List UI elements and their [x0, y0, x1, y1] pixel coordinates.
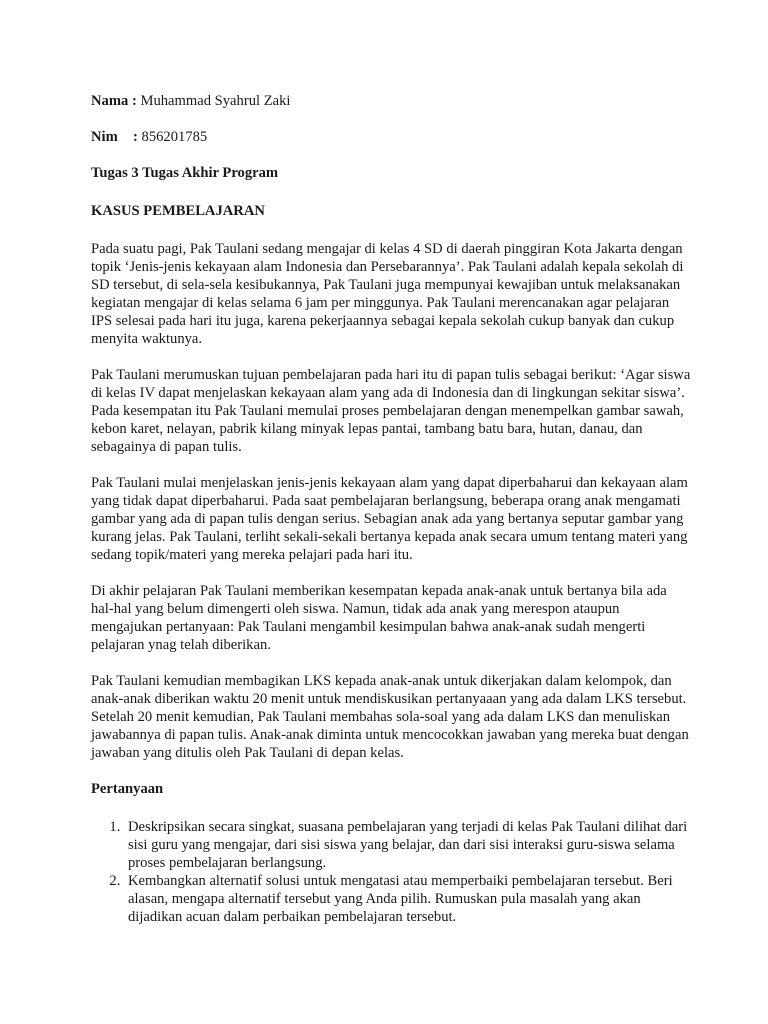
name-label: Nama : — [91, 93, 137, 109]
case-title: KASUS PEMBELAJARAN — [91, 203, 265, 219]
paragraph-2: Pak Taulani merumuskan tujuan pembelajaran pada hari itu di papan tulis sebagai berikut: ‘Agar siswa di kelas IV dapat menjelaskan kekayaan alam yang ada di Indonesia dan di lingkungan sekitar siswa’. Pada kesempatan itu Pak Taulani memulai proses pembelajaran dengan menempelkan gambar sawah, kebon karet, nelayan, pabrik kilang minyak lepas pantai, tambang batu bara, hutan, danau, dan sebagainya di papan tulis. — [91, 367, 691, 455]
nim-label: Nim — [91, 129, 118, 145]
questions-list — [91, 818, 691, 926]
paragraph-3: Pak Taulani mulai menjelaskan jenis-jenis kekayaan alam yang dapat diperbaharui dan kekayaan alam yang tidak dapat diperbaharui. Pada saat pembelajaran berlangsung, beberapa orang anak mengamati gambar yang ada di papan tulis dengan serius. Sebagian anak ada yang bertanya seputar gambar yang kurang jelas. Pak Taulani, terliht sekali-sekali bertanya kepada anak secara umum tentang materi yang sedang topik/materi yang mereka pelajari pada hari itu. — [91, 475, 688, 563]
document-page — [91, 92, 691, 926]
question-item-2: 2. Kembangkan alternatif solusi untuk mengatasi atau memperbaiki pembelajaran tersebut. Beri alasan, mengapa alternatif tersebut yang Anda pilih. Rumuskan pula masalah yang akan dijadikan acuan dalam perbaikan pembelajaran tersebut. — [124, 872, 691, 926]
paragraph-1: Pada suatu pagi, Pak Taulani sedang mengajar di kelas 4 SD di daerah pinggiran Kota Jakarta dengan topik ‘Jenis-jenis kekayaan alam Indonesia dan Persebarannya’. Pak Taulani adalah kepala sekolah di SD tersebut, di sela-sela kesibukannya, Pak Taulani juga mempunyai kewajiban untuk melaksanakan kegiatan mengajar di kelas selama 6 jam per minggunya. Pak Taulani merencanakan agar pelajaran IPS selesai pada hari itu juga, karena pekerjaannya sebagai kepala sekolah cukup banyak dan cukup menyita waktunya. — [91, 241, 684, 347]
student-id-line — [91, 128, 691, 146]
nim-value: 856201785 — [141, 129, 208, 145]
nim-separator: : — [133, 129, 138, 145]
student-name-line — [91, 92, 691, 110]
paragraph-4: Di akhir pelajaran Pak Taulani memberikan kesempatan kepada anak-anak untuk bertanya bila ada hal-hal yang belum dimengerti oleh siswa. Namun, tidak ada anak yang merespon ataupun mengajukan pertanyaan: Pak Taulani mengambil kesimpulan bahwa anak-anak sudah mengerti pelajaran ynag telah diberikan. — [91, 583, 667, 653]
paragraph-5: Pak Taulani kemudian membagikan LKS kepada anak-anak untuk dikerjakan dalam kelompok, dan anak-anak diberikan waktu 20 menit untuk mendiskusikan pertanyaaan yang ada dalam LKS tersebut. Setelah 20 menit kemudian, Pak Taulani membahas sola-soal yang ada dalam LKS dan menuliskan jawabannya di papan tulis. Anak-anak diminta untuk mencocokkan jawaban yang mereka buat dengan jawaban yang ditulis oleh Pak Taulani di depan kelas. — [91, 673, 689, 761]
questions-title: Pertanyaan — [91, 781, 164, 797]
question-item-1: 1. Deskripsikan secara singkat, suasana pembelajaran yang terjadi di kelas Pak Taulani dilihat dari sisi guru yang mengajar, dari sisi siswa yang belajar, dan dari sisi interaksi guru-siswa selama proses pembelajaran berlangsung. — [124, 818, 691, 872]
assignment-title: Tugas 3 Tugas Akhir Program — [91, 165, 279, 181]
name-value: Muhammad Syahrul Zaki — [140, 93, 291, 109]
